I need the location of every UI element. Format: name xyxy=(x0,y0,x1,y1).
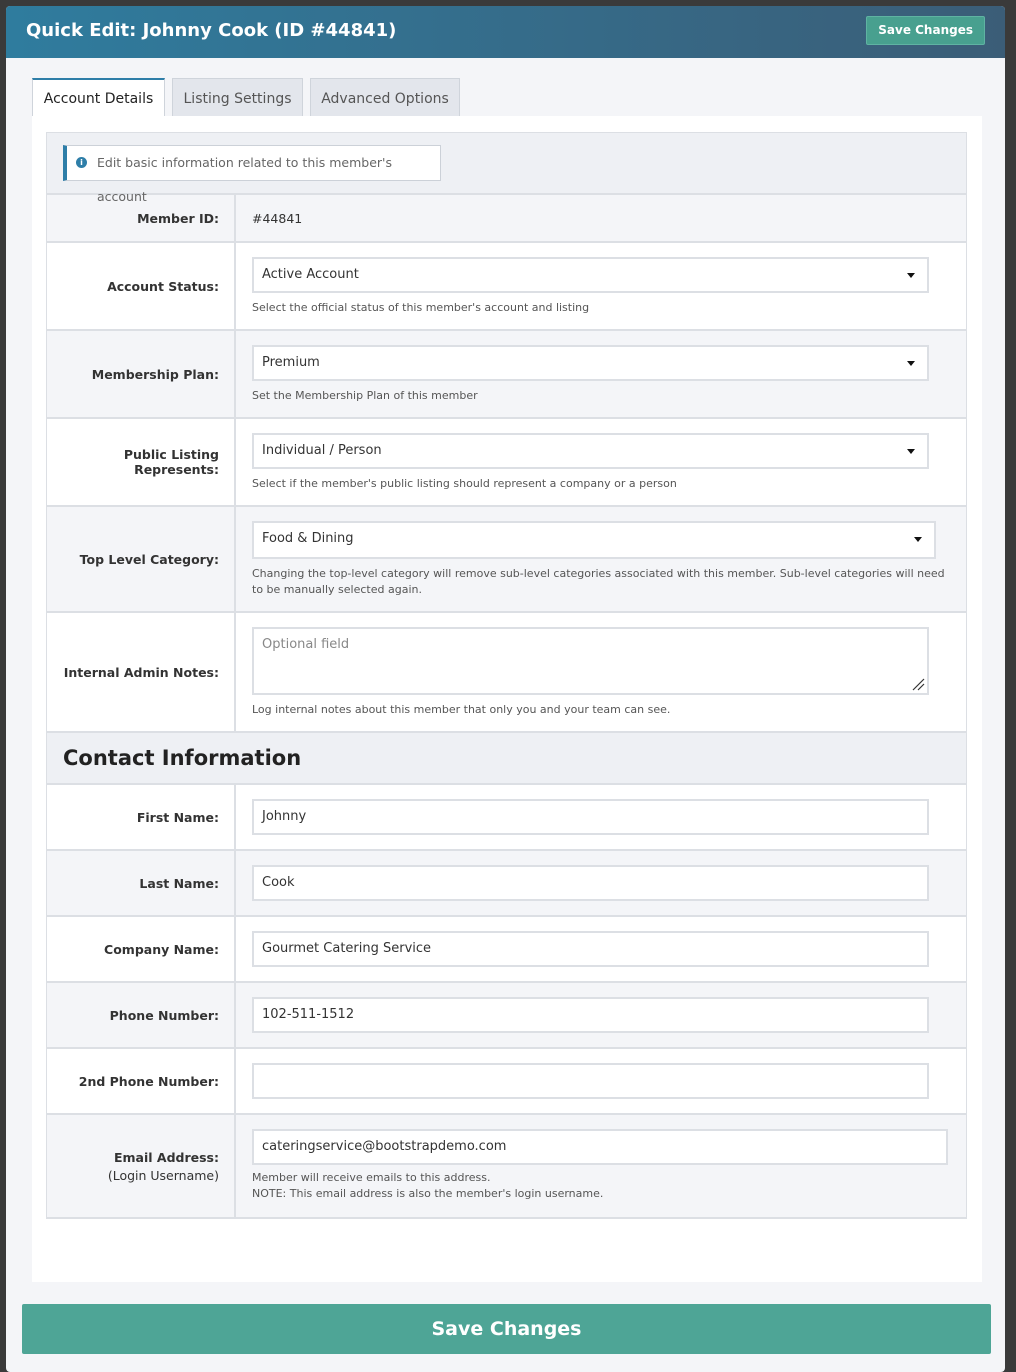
member-form xyxy=(46,132,967,1219)
admin-notes-help: Log internal notes about this member that only you and your team can see. xyxy=(252,703,671,716)
contact-section-heading: Contact Information xyxy=(47,733,966,785)
chevron-down-icon xyxy=(907,449,915,454)
admin-notes-label: Internal Admin Notes: xyxy=(47,613,236,731)
modal-header xyxy=(6,6,1005,58)
admin-notes-placeholder: Optional field xyxy=(262,637,350,652)
account-status-value: Active Account xyxy=(262,267,359,282)
email-row xyxy=(47,1115,966,1219)
info-row xyxy=(47,133,966,204)
listing-represents-label: Public Listing Represents: xyxy=(47,419,236,505)
first-name-row xyxy=(47,785,966,851)
account-status-help: Select the official status of this member's account and listing xyxy=(252,301,590,314)
last-name-row xyxy=(47,851,966,917)
quick-edit-modal xyxy=(6,6,1005,1372)
phone-input[interactable]: 102-511-1512 xyxy=(252,997,929,1033)
membership-plan-value: Premium xyxy=(262,355,320,370)
top-category-help: Changing the top-level category will remove sub-level categories associated with this member. Sub-level categories will need to be manually selected again. xyxy=(252,567,945,596)
admin-notes-textarea[interactable] xyxy=(252,627,929,695)
phone2-label: 2nd Phone Number: xyxy=(47,1049,236,1113)
email-label-group xyxy=(47,1115,236,1217)
modal-title: Quick Edit: Johnny Cook (ID #44841) xyxy=(26,20,397,41)
member-id-row xyxy=(47,195,966,243)
info-box xyxy=(63,145,441,204)
email-help-line-2: NOTE: This email address is also the member's login username. xyxy=(252,1187,604,1200)
company-name-row xyxy=(47,917,966,983)
membership-plan-select[interactable] xyxy=(252,345,929,381)
info-circle-icon: i xyxy=(76,157,87,168)
membership-plan-label: Membership Plan: xyxy=(47,331,236,417)
member-id-value: #44841 xyxy=(252,210,303,226)
member-id-label: Member ID: xyxy=(47,195,236,241)
listing-represents-select[interactable] xyxy=(252,433,929,469)
company-name-label: Company Name: xyxy=(47,917,236,981)
membership-plan-help: Set the Membership Plan of this member xyxy=(252,389,478,402)
phone-label: Phone Number: xyxy=(47,983,236,1047)
info-text: Edit basic information related to this member's account xyxy=(97,155,392,204)
email-help-line-1: Member will receive emails to this address. xyxy=(252,1171,491,1184)
last-name-input[interactable]: Cook xyxy=(252,865,929,901)
tab-account-details[interactable]: Account Details xyxy=(32,78,165,116)
tab-advanced-options[interactable]: Advanced Options xyxy=(310,78,460,116)
account-status-row xyxy=(47,243,966,331)
resize-handle-icon[interactable] xyxy=(911,677,925,691)
admin-notes-row xyxy=(47,613,966,733)
company-name-input[interactable]: Gourmet Catering Service xyxy=(252,931,929,967)
top-category-select[interactable] xyxy=(252,521,936,559)
account-status-label: Account Status: xyxy=(47,243,236,329)
chevron-down-icon xyxy=(907,361,915,366)
tab-panel xyxy=(32,116,982,1282)
top-category-value: Food & Dining xyxy=(262,531,354,546)
phone2-row xyxy=(47,1049,966,1115)
membership-plan-row xyxy=(47,331,966,419)
chevron-down-icon xyxy=(914,537,922,542)
footer-save-button[interactable]: Save Changes xyxy=(22,1304,991,1354)
listing-represents-row xyxy=(47,419,966,507)
phone2-input[interactable] xyxy=(252,1063,929,1099)
listing-represents-value: Individual / Person xyxy=(262,443,382,458)
listing-represents-help: Select if the member's public listing should represent a company or a person xyxy=(252,477,677,490)
email-input[interactable]: cateringservice@bootstrapdemo.com xyxy=(252,1129,948,1165)
first-name-label: First Name: xyxy=(47,785,236,849)
last-name-label: Last Name: xyxy=(47,851,236,915)
chevron-down-icon xyxy=(907,273,915,278)
first-name-input[interactable]: Johnny xyxy=(252,799,929,835)
header-save-button[interactable]: Save Changes xyxy=(866,16,985,45)
email-sublabel: (Login Username) xyxy=(107,1167,219,1183)
phone-row xyxy=(47,983,966,1049)
tab-listing-settings[interactable]: Listing Settings xyxy=(172,78,303,116)
account-status-select[interactable] xyxy=(252,257,929,293)
top-category-row xyxy=(47,507,966,613)
email-label: Email Address: xyxy=(113,1149,219,1165)
top-category-label: Top Level Category: xyxy=(47,507,236,611)
